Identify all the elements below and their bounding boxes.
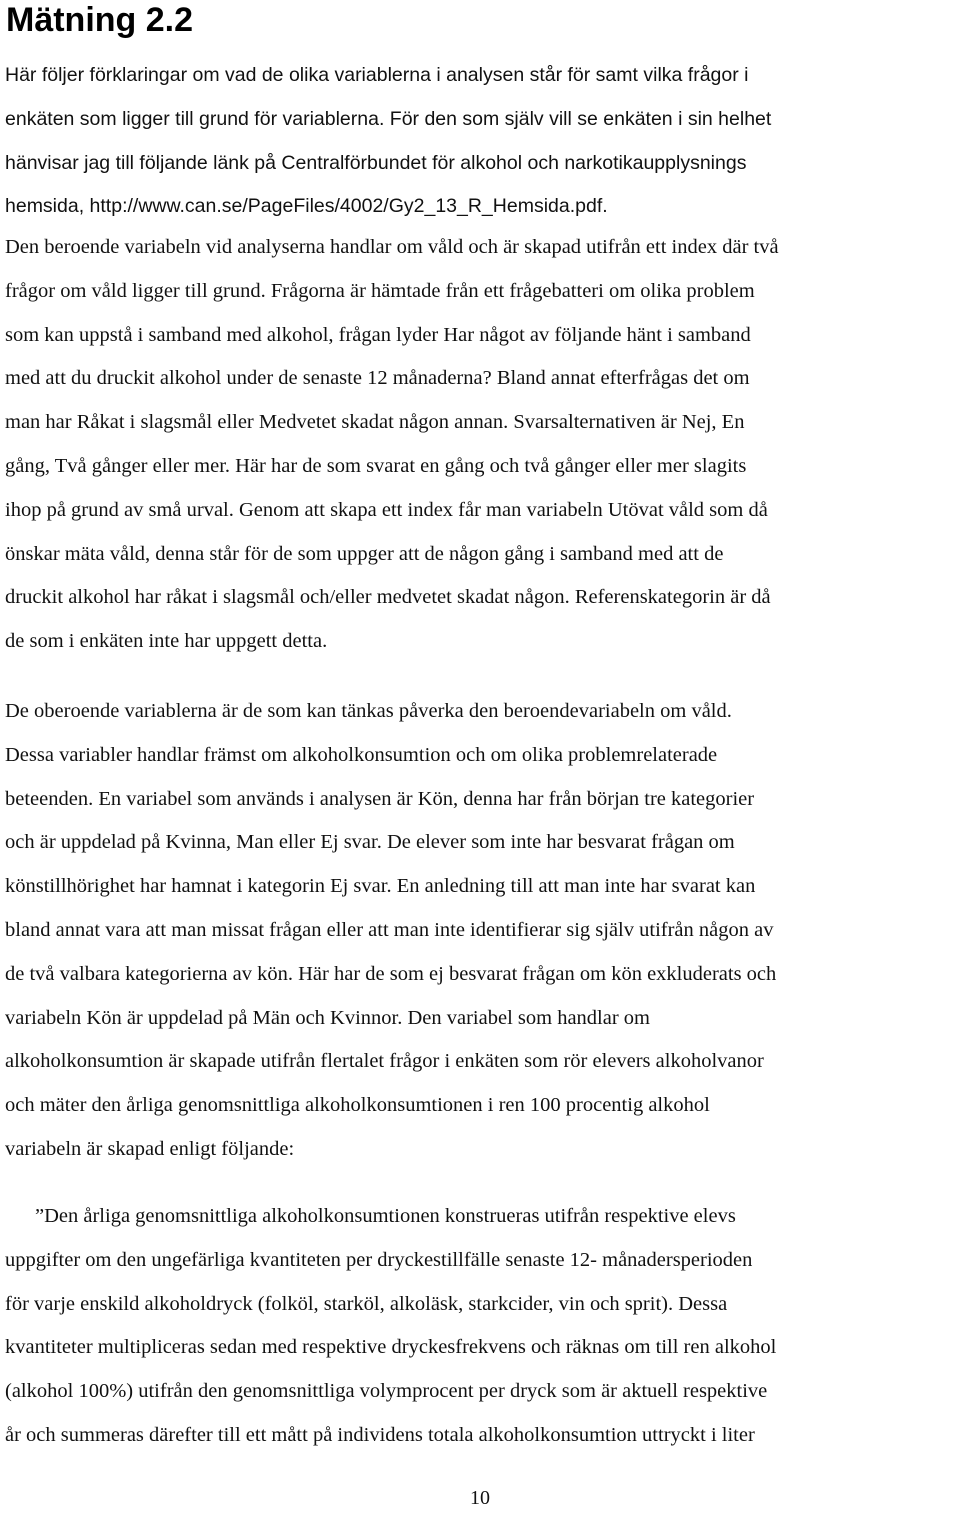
text-line: Den beroende variabeln vid analyserna handlar om våld och är skapad utifrån ett index där två: [5, 236, 779, 258]
text-line: hänvisar jag till följande länk på Centralförbundet för alkohol och narkotikaupplysnings: [5, 151, 747, 174]
text-line: druckit alkohol har råkat i slagsmål och/eller medvetet skadat någon. Referenskategorin är då: [5, 586, 771, 609]
text-line: variabeln är skapad enligt följande:: [5, 1137, 295, 1160]
text-line: beteenden. En variabel som används i analysen är Kön, denna har från början tre kategorier: [5, 787, 755, 810]
text-line: bland annat vara att man missat frågan eller att man inte identifierar sig själv utifrån någon av: [5, 918, 774, 941]
page-number: 10: [470, 1487, 490, 1509]
dependent-variable-paragraph: [5, 226, 957, 664]
text-line: enkäten som ligger till grund för variablerna. För den som själv vill se enkäten i sin helhet: [5, 107, 772, 130]
text-fragment: .: [602, 195, 608, 218]
text-line: variabeln Kön är uppdelad på Män och Kvinnor. Den variabel som handlar om: [5, 1006, 650, 1029]
text-line: år och summeras därefter till ett mått på individens totala alkoholkonsumtion uttryckt i liter: [5, 1423, 755, 1446]
text-line: för varje enskild alkoholdryck (folköl, starköl, alkoläsk, starkcider, vin och sprit). Dessa: [5, 1292, 728, 1315]
text-line: som kan uppstå i samband med alkohol, frågan lyder Har något av följande hänt i samband: [5, 323, 751, 346]
text-line: Här följer förklaringar om vad de olika variablerna i analysen står för samt vilka frågor i: [5, 64, 749, 86]
quote-paragraph: [5, 1195, 957, 1458]
text-line: alkoholkonsumtion är skapade utifrån flertalet frågor i enkäten som rör elevers alkoholvanor: [5, 1050, 764, 1073]
text-line: de två valbara kategorierna av kön. Här har de som ej besvarat frågan om kön exkluderats och: [5, 962, 777, 985]
text-line: uppgifter om den ungefärliga kvantiteten per dryckestillfälle senaste 12- månadersperioden: [5, 1248, 753, 1271]
text-line: kvantiteter multipliceras sedan med respektive dryckesfrekvens och räknas om till ren alkohol: [5, 1336, 777, 1359]
text-line: gång, Två gånger eller mer. Här har de som svarat en gång och två gånger eller mer slagits: [5, 454, 747, 477]
text-line: och mäter den årliga genomsnittliga alkoholkonsumtionen i ren 100 procentig alkohol: [5, 1094, 710, 1117]
text-line: frågor om våld ligger till grund. Frågorna är hämtade från ett frågebatteri om olika problem: [5, 279, 755, 302]
text-line: (alkohol 100%) utifrån den genomsnittliga volymprocent per dryck som är aktuell respektive: [5, 1380, 768, 1403]
independent-variables-paragraph: [5, 690, 957, 1172]
text-fragment: hemsida,: [5, 195, 90, 218]
text-line: man har Råkat i slagsmål eller Medvetet skadat någon annan. Svarsalternativen är Nej, En: [5, 411, 745, 434]
text-line: önskar mäta våld, denna står för de som uppger att de någon gång i samband med att de: [5, 542, 724, 565]
text-line: De oberoende variablerna är de som kan tänkas påverka den beroendevariabeln om våld.: [5, 700, 732, 722]
text-line: och är uppdelad på Kvinna, Man eller Ej svar. De elever som inte har besvarat frågan om: [5, 831, 735, 854]
text-line: med att du druckit alkohol under de senaste 12 månaderna? Bland annat efterfrågas det om: [5, 367, 750, 390]
text-line: ihop på grund av små urval. Genom att skapa ett index får man variabeln Utövat våld som då: [5, 498, 768, 521]
text-line: de som i enkäten inte har uppgett detta.: [5, 630, 328, 653]
intro-paragraph: [5, 54, 957, 229]
text-line: [5, 185, 957, 229]
text-line: ”Den årliga genomsnittliga alkoholkonsumtionen konstrueras utifrån respektive elevs: [35, 1205, 736, 1227]
enkat-pdf-link[interactable]: http://www.can.se/PageFiles/4002/Gy2_13_R_Hemsida.pdf: [89, 195, 603, 218]
text-line: könstillhörighet har hamnat i kategorin Ej svar. En anledning till att man inte har svarat kan: [5, 875, 756, 898]
section-heading: Mätning 2.2: [6, 1, 194, 39]
text-line: Dessa variabler handlar främst om alkoholkonsumtion och om olika problemrelaterade: [5, 743, 718, 766]
